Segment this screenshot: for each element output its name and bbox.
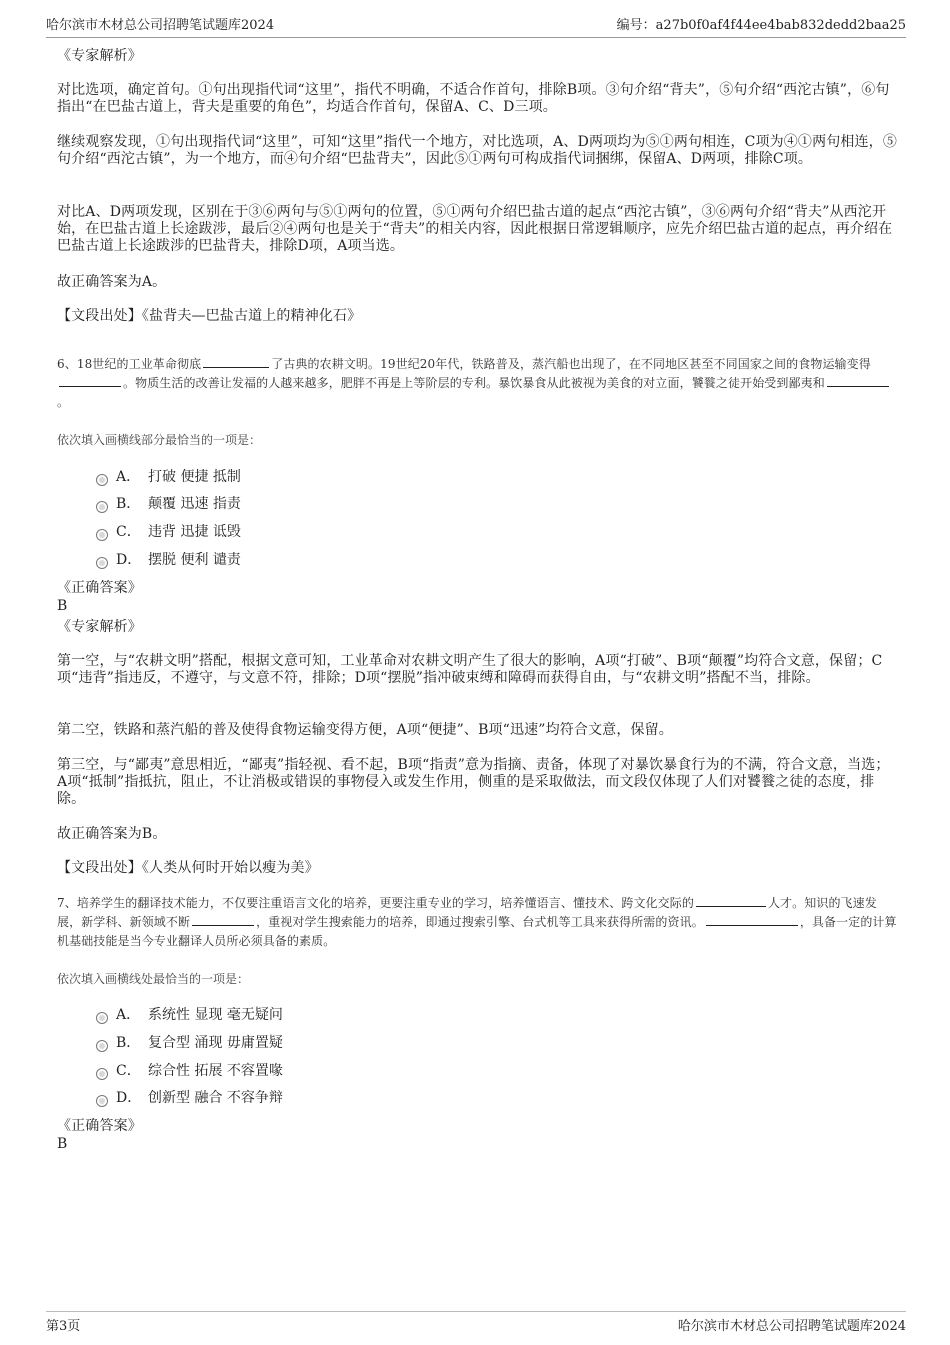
q7-option-b[interactable] <box>96 1032 283 1052</box>
q7-stem <box>57 894 897 951</box>
option-label: C． <box>116 524 141 540</box>
radio-icon[interactable] <box>96 1012 108 1024</box>
q6-conclusion: 故正确答案为B。 <box>57 826 167 842</box>
option-label: D． <box>116 1090 142 1106</box>
q5-conclusion: 故正确答案为A。 <box>57 274 167 290</box>
q6-instruction: 依次填入画横线部分最恰当的一项是： <box>57 433 262 447</box>
q6-blank-2 <box>59 374 121 387</box>
q7-blank-3 <box>706 913 798 926</box>
q6-analysis-title: 《专家解析》 <box>57 619 142 635</box>
q6-blank-1 <box>203 355 269 368</box>
radio-icon[interactable] <box>96 1095 108 1107</box>
q6-source: 【文段出处】《人类从何时开始以瘦为美》 <box>57 860 319 876</box>
q6-option-c[interactable] <box>96 521 241 541</box>
q6-blank-3 <box>827 374 889 387</box>
radio-icon[interactable] <box>96 501 108 513</box>
option-text: 摆脱 便利 谴责 <box>148 552 241 568</box>
radio-icon[interactable] <box>96 529 108 541</box>
option-text: 违背 迅捷 诋毁 <box>148 524 241 540</box>
q5-analysis-p3: 对比A、D两项发现，区别在于③⑥两句与⑤①两句的位置，⑤①两句介绍巴盐古道的起点“西沱古镇”，③⑥两句介绍“背夫”从西沱开始，在巴盐古道上长途跋涉，最后②④两句也是关于“背夫”的相关内容，因此根据日常逻辑顺序，应先介绍巴盐古道的起点，再介绍在巴盐古道上长途跋涉的巴盐背夫，排除D项，A项当选。 <box>57 204 893 254</box>
q5-analysis-p1: 对比选项，确定首句。①句出现指代词“这里”，指代不明确，不适合作首句，排除B项。③句介绍“背夫”，⑤句介绍“西沱古镇”，⑥句指出“在巴盐古道上，背夫是重要的角色”，均适合作首句，保留A、C、D三项。 <box>57 82 890 115</box>
q7-blank-2 <box>192 913 254 926</box>
footer-title: 哈尔滨市木材总公司招聘笔试题库2024 <box>677 1319 906 1334</box>
radio-icon[interactable] <box>96 1068 108 1080</box>
q5-analysis-p2: 继续观察发现，①句出现指代词“这里”，可知“这里”指代一个地方，对比选项，A、D两项均为⑤①两句相连，C项为④①两句相连，⑤句介绍“西沱古镇”，为一个地方，而④句介绍“巴盐背夫”，因此⑤①两句可构成指代词捆绑，保留A、D两项，排除C项。 <box>57 134 897 167</box>
q7-instruction: 依次填入画横线处最恰当的一项是： <box>57 972 250 986</box>
q7-option-d[interactable] <box>96 1087 283 1107</box>
option-label: B． <box>116 496 141 512</box>
q6-option-a[interactable] <box>96 466 241 486</box>
q7-option-c[interactable] <box>96 1060 283 1080</box>
q6-stem-part: 6、18世纪的工业革命彻底 <box>57 357 202 371</box>
option-text: 复合型 涌现 毋庸置疑 <box>148 1035 283 1051</box>
page-number: 第3页 <box>46 1319 81 1334</box>
q6-analysis-p2: 第二空，铁路和蒸汽船的普及使得食物运输变得方便，A项“便捷”、B项“迅速”均符合文意，保留。 <box>57 722 673 738</box>
radio-icon[interactable] <box>96 557 108 569</box>
code-value: a27b0f0af4f44ee4bab832dedd2baa25 <box>655 18 906 33</box>
page-header <box>46 14 906 38</box>
q7-stem-part: ，具备一定的计算机基础技能是当今专业翻译人员所必须具备的素质。 <box>57 915 897 948</box>
q7-answer: B <box>57 1136 68 1152</box>
q6-analysis-p1: 第一空，与“农耕文明”搭配，根据文意可知，工业革命对农耕文明产生了很大的影响，A项“打破”、B项“颠覆”均符合文意，保留；C项“违背”指违反，不遵守，与文意不符，排除；D项“摆脱”指冲破束缚和障碍而获得自由，与“农耕文明”搭配不当，排除。 <box>57 653 883 686</box>
option-text: 创新型 融合 不容争辩 <box>148 1090 283 1106</box>
q7-stem-part: ，重视对学生搜索能力的培养，即通过搜索引擎、台式机等工具来获得所需的资讯。 <box>256 915 704 929</box>
q5-source: 【文段出处】《盐背夫—巴盐古道上的精神化石》 <box>57 308 362 324</box>
q6-stem-part: 。 <box>57 395 70 409</box>
option-label: A． <box>116 1007 141 1023</box>
page-footer <box>46 1311 906 1334</box>
q6-answer: B <box>57 598 68 614</box>
option-label: C． <box>116 1063 141 1079</box>
q7-stem-part: 7、培养学生的翻译技术能力，不仅要注重语言文化的培养，更要注重专业的学习，培养懂语言、懂技术、跨文化交际的 <box>57 896 694 910</box>
code-label: 编号： <box>616 18 656 33</box>
q7-blank-1 <box>696 894 766 907</box>
q6-option-d[interactable] <box>96 549 241 569</box>
header-title: 哈尔滨市木材总公司招聘笔试题库2024 <box>46 18 275 33</box>
radio-icon[interactable] <box>96 1040 108 1052</box>
q6-stem-part: 了古典的农耕文明。19世纪20年代，铁路普及，蒸汽船也出现了，在不同地区甚至不同国家之间的食物运输变得 <box>271 357 871 371</box>
q6-option-b[interactable] <box>96 493 241 513</box>
q7-stem-part: 人才。知识的飞速发展，新学科、新领域不断 <box>57 896 877 929</box>
option-label: B． <box>116 1035 141 1051</box>
option-text: 打破 便捷 抵制 <box>148 469 241 485</box>
option-text: 系统性 显现 毫无疑问 <box>148 1007 283 1023</box>
q6-answer-title: 《正确答案》 <box>57 580 142 596</box>
q6-analysis-p3: 第三空，与“鄙夷”意思相近，“鄙夷”指轻视、看不起，B项“指责”意为指摘、责备，体现了对暴饮暴食行为的不满，符合文意，当选；A项“抵制”指抵抗，阻止，不让消极或错误的事物侵入或发生作用，侧重的是采取做法，而文段仅体现了人们对饕餮之徒的态度，排除。 <box>57 757 890 807</box>
option-label: D． <box>116 552 142 568</box>
option-label: A． <box>116 469 141 485</box>
q6-stem <box>57 355 897 412</box>
document-code <box>617 14 906 33</box>
q7-answer-title: 《正确答案》 <box>57 1118 142 1134</box>
q5-analysis-title: 《专家解析》 <box>57 48 142 64</box>
option-text: 综合性 拓展 不容置喙 <box>148 1063 283 1079</box>
option-text: 颠覆 迅速 指责 <box>148 496 241 512</box>
radio-icon[interactable] <box>96 474 108 486</box>
q7-option-a[interactable] <box>96 1004 283 1024</box>
q6-stem-part: 。物质生活的改善让发福的人越来越多，肥胖不再是上等阶层的专利。暴饮暴食从此被视为美食的对立面，饕餮之徒开始受到鄙夷和 <box>123 376 825 390</box>
